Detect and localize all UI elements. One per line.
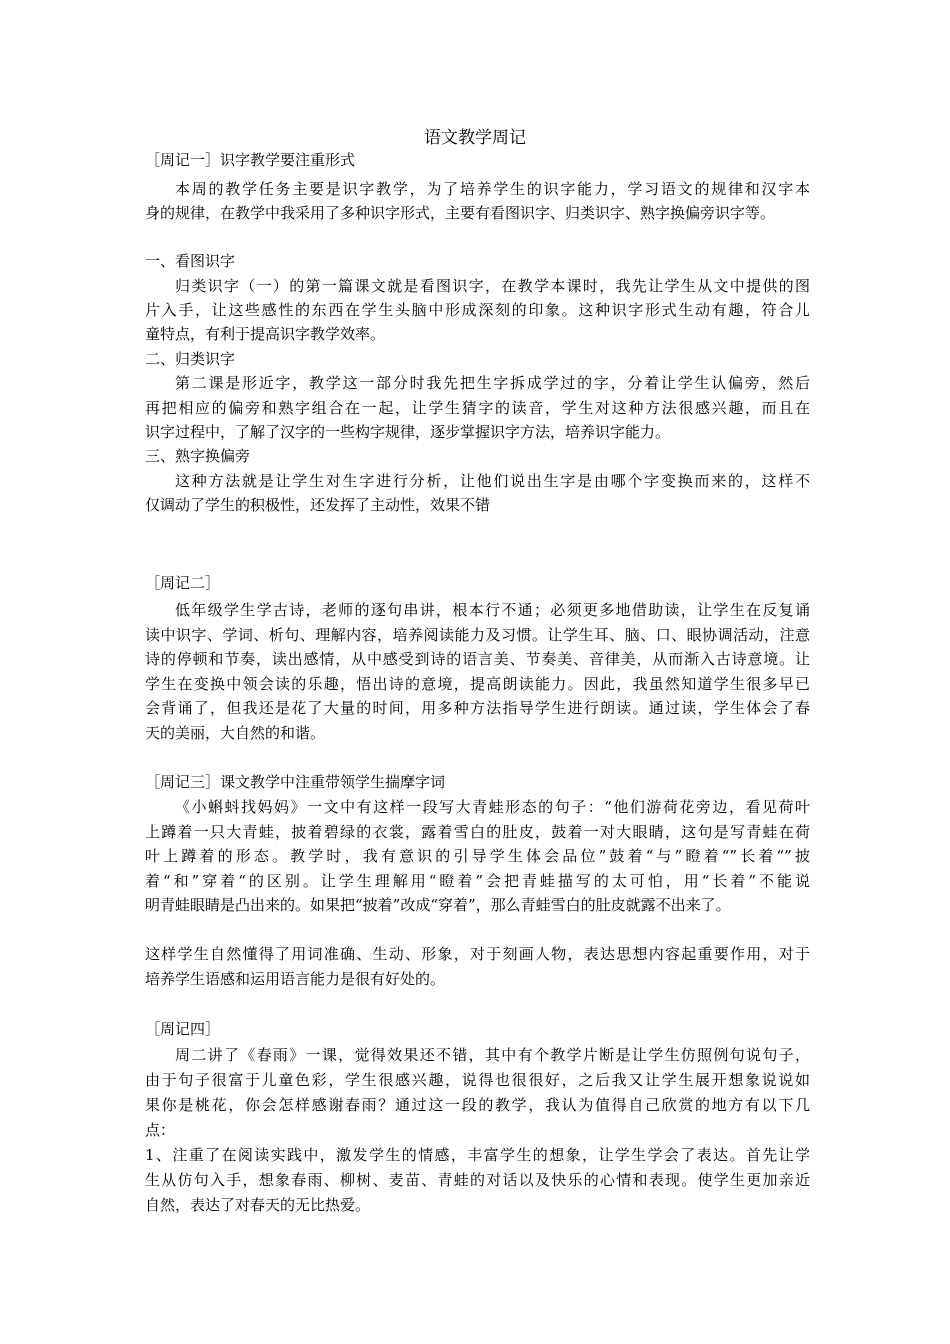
paragraph-line: 由于句子很富于儿童色彩，学生很感兴趣，说得也很很好，之后我又让学生展开想象说说如 xyxy=(145,1071,810,1089)
section-heading: 一、看图识字 xyxy=(145,252,236,270)
paragraph-line: 学生在变换中领会读的乐趣，悟出诗的意境，提高朗读能力。因此，我虽然知道学生很多早已 xyxy=(145,675,810,693)
paragraph-line: 识字过程中，了解了汉字的一些构字规律，逐步掌握识字方法，培养识字能力。 xyxy=(145,423,671,441)
week3-heading: ［周记三］课文教学中注重带领学生揣摩字词 xyxy=(145,773,446,791)
paragraph-line: 本周的教学任务主要是识字教学，为了培养学生的识字能力，学习语文的规律和汉字本 xyxy=(175,180,810,198)
paragraph-line: 自然，表达了对春天的无比热爱。 xyxy=(145,1196,371,1214)
paragraph-line: 会背诵了，但我还是花了大量的时间，用多种方法指导学生进行朗读。通过读，学生体会了春 xyxy=(145,699,810,717)
paragraph-line: 这样学生自然懂得了用词准确、生动、形象，对于刻画人物，表达思想内容起重要作用，对于 xyxy=(145,945,810,963)
paragraph-line: 培养学生语感和运用语言能力是很有好处的。 xyxy=(145,970,446,988)
paragraph-line: 片入手，让这些感性的东西在学生头脑中形成深刻的印象。这种识字形式生动有趣，符合儿 xyxy=(145,301,810,319)
week4-heading: ［周记四］ xyxy=(145,1020,221,1038)
paragraph-line: 归类识字（一）的第一篇课文就是看图识字，在教学本课时，我先让学生从文中提供的图 xyxy=(175,277,810,295)
paragraph-line: 童特点，有利于提高识字教学效率。 xyxy=(145,325,386,343)
section-heading: 三、熟字换偏旁 xyxy=(145,447,251,465)
paragraph-line: 上蹲着一只大青蛙，披着碧绿的衣裳，露着雪白的肚皮，鼓着一对大眼睛，这句是写青蛙在荷 xyxy=(145,823,810,841)
paragraph-line: 《小蝌蚪找妈妈》一文中有这样一段写大青蛙形态的句子：“他们游荷花旁边，看见荷叶 xyxy=(175,798,810,816)
section-heading: 二、归类识字 xyxy=(145,350,236,368)
paragraph-line: 点： xyxy=(145,1121,176,1139)
week1-heading: ［周记一］识字教学要注重形式 xyxy=(145,151,356,169)
paragraph-line: 身的规律，在教学中我采用了多种识字形式，主要有看图识字、归类识字、熟字换偏旁识字等。 xyxy=(145,204,776,222)
page-title: 语文教学周记 xyxy=(424,128,526,148)
paragraph-line: 读中识字、学词、析句、理解内容，培养阅读能力及习惯。让学生耳、脑、口、眼协调活动，注意 xyxy=(145,626,810,644)
paragraph-line: 诗的停顿和节奏，读出感情，从中感受到诗的语言美、节奏美、音律美，从而渐入古诗意境。让 xyxy=(145,650,810,668)
paragraph-line: 天的美丽，大自然的和谐。 xyxy=(145,724,326,742)
paragraph-line: 第二课是形近字，教学这一部分时我先把生字拆成学过的字，分着让学生认偏旁，然后 xyxy=(175,374,810,392)
paragraph-line: 着“和”穿着“的区别。让学生理解用“瞪着”会把青蛙描写的太可怕，用“长着”不能说 xyxy=(145,872,810,890)
paragraph-line: 周二讲了《春雨》一课，觉得效果还不错，其中有个教学片断是让学生仿照例句说句子， xyxy=(175,1046,810,1064)
paragraph-line: 1、注重了在阅读实践中，激发学生的情感，丰富学生的想象，让学生学会了表达。首先让学 xyxy=(145,1146,810,1164)
paragraph-line: 低年级学生学古诗，老师的逐句串讲，根本行不通；必须更多地借助读，让学生在反复诵 xyxy=(175,601,810,619)
paragraph-line: 生从仿句入手，想象春雨、柳树、麦苗、青蛙的对话以及快乐的心情和表现。使学生更加亲近 xyxy=(145,1171,810,1189)
paragraph-line: 叶上蹲着的形态。教学时，我有意识的引导学生体会品位”鼓着“与”瞪着“”长着“”披 xyxy=(145,847,810,865)
paragraph-line: 这种方法就是让学生对生字进行分析，让他们说出生字是由哪个字变换而来的，这样不 xyxy=(175,472,810,490)
week2-heading: ［周记二］ xyxy=(145,574,221,592)
paragraph-line: 仅调动了学生的积极性，还发挥了主动性，效果不错 xyxy=(145,496,491,514)
paragraph-line: 果你是桃花，你会怎样感谢春雨？通过这一段的教学，我认为值得自己欣赏的地方有以下几 xyxy=(145,1096,810,1114)
paragraph-line: 再把相应的偏旁和熟字组合在一起，让学生猜字的读音，学生对这种方法很感兴趣，而且在 xyxy=(145,399,810,417)
paragraph-line: 明青蛙眼睛是凸出来的。如果把“披着”改成“穿着”，那么青蛙雪白的肚皮就露不出来了。 xyxy=(145,896,731,914)
